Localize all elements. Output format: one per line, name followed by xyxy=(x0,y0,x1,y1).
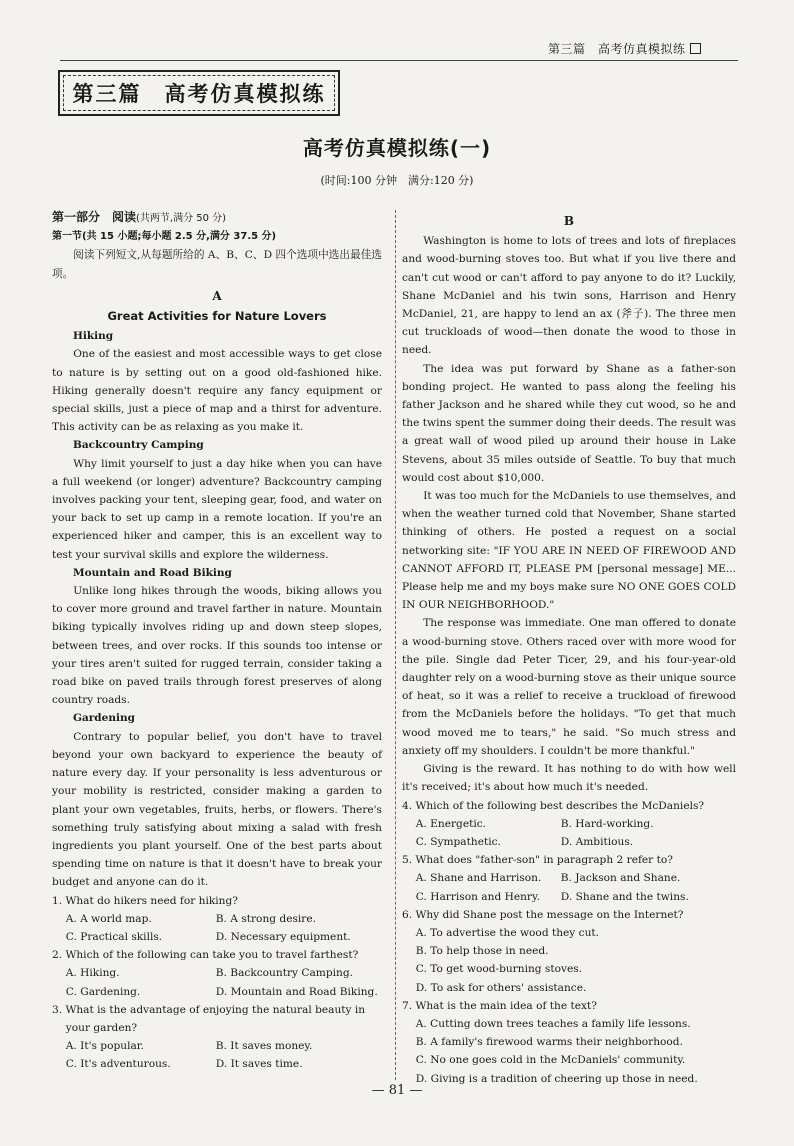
option-a[interactable]: A. It's popular. xyxy=(65,1040,145,1053)
passage-a-title: Great Activities for Nature Lovers xyxy=(107,309,327,324)
option-c[interactable]: C. To get wood-burning stoves. xyxy=(415,963,583,976)
question-stem: 2. Which of the following can take you to travel farthest? xyxy=(52,949,359,962)
running-head xyxy=(548,40,738,57)
section-heading-biking: Mountain and Road Biking xyxy=(73,566,232,579)
question-stem: 7. What is the main idea of the text? xyxy=(402,999,597,1012)
option-b[interactable]: B. It saves money. xyxy=(215,1040,313,1053)
question-3 xyxy=(52,1001,382,1074)
question-7 xyxy=(402,997,736,1088)
option-d[interactable]: D. It saves time. xyxy=(215,1058,303,1071)
part-note: (共两节,满分 50 分) xyxy=(136,213,227,224)
question-options xyxy=(52,964,382,1000)
option-c[interactable]: C. Sympathetic. xyxy=(415,835,501,848)
option-b[interactable]: B. A strong desire. xyxy=(215,912,316,925)
header-rule xyxy=(60,60,738,61)
column-divider xyxy=(395,210,396,1080)
paragraph: It was too much for the McDaniels to use themselves, and when the weather turned cold that November, Shane started thinking of others. He posted a request on a social networking site: "IF YOU ARE IN NEED OF FIREWOOD AND CANNOT AFFORD IT, PLEASE PM [personal message] ME... Please help me and my boys make sure NO ONE GOES COLD IN OUR NEIGHBORHOOD." xyxy=(402,490,736,612)
section-heading-hiking: Hiking xyxy=(73,330,114,343)
question-stem-cont: your garden? xyxy=(65,1021,138,1034)
option-d[interactable]: D. Shane and the twins. xyxy=(560,890,689,903)
option-d[interactable]: D. To ask for others' assistance. xyxy=(415,981,587,994)
paragraph: Why limit yourself to just a day hike when you can have a full weekend (or longer) adventure? Backcountry camping involves packing your tent, sleeping gear, food, and water on your back to set up camp in a remote location. If you're an experienced hiker and camper, this is an excellent way to test your survival skills and explore the wilderness. xyxy=(52,457,382,561)
paragraph: Unlike long hikes through the woods, biking allows you to cover more ground and travel farther in nature. Mountain biking typically involves riding up and down steep slopes, between trees, and over rocks. If this sounds too intense or your tires aren't suited for rugged terrain, consider taking a road bike on paved trails through forest preserves of along country roads. xyxy=(52,585,382,707)
passage-b-letter: B xyxy=(563,214,575,228)
option-d[interactable]: D. Ambitious. xyxy=(560,835,634,848)
right-column xyxy=(402,208,736,1088)
passage-a-letter: A xyxy=(212,288,222,303)
option-d[interactable]: D. Giving is a tradition of cheering up those in need. xyxy=(415,1072,698,1085)
question-options xyxy=(402,869,736,905)
section-heading-camping: Backcountry Camping xyxy=(73,439,204,452)
question-1 xyxy=(52,892,382,947)
option-b[interactable]: B. Jackson and Shane. xyxy=(560,872,681,885)
question-stem: 4. Which of the following best describes the McDaniels? xyxy=(402,799,705,812)
option-b[interactable]: B. Backcountry Camping. xyxy=(215,967,353,980)
running-head-text: 第三篇 高考仿真模拟练 xyxy=(548,42,686,56)
paragraph: Giving is the reward. It has nothing to do with how well it's received; it's about how much it's needed. xyxy=(402,763,736,794)
part-banner-text: 第三篇 高考仿真模拟练 xyxy=(63,75,335,111)
option-c[interactable]: C. It's adventurous. xyxy=(65,1058,171,1071)
page-number: — 81 — xyxy=(371,1083,423,1098)
option-a[interactable]: A. To advertise the wood they cut. xyxy=(415,926,600,939)
section-heading: 第一节(共 15 小题;每小题 2.5 分,满分 37.5 分) xyxy=(52,231,277,243)
question-options xyxy=(52,910,382,946)
option-b[interactable]: B. A family's firewood warms their neighborhood. xyxy=(415,1036,683,1049)
question-5 xyxy=(402,851,736,906)
question-stem: 3. What is the advantage of enjoying the natural beauty in xyxy=(52,1003,366,1016)
question-6 xyxy=(402,906,736,997)
paragraph: One of the easiest and most accessible ways to get close to nature is by setting out on a good old-fashioned hike. Hiking generally doesn't require any fancy equipment or special skills, just a piece of map and a thirst for adventure. This activity can be as relaxing as you make it. xyxy=(52,348,382,434)
option-a[interactable]: A. A world map. xyxy=(65,912,152,925)
exam-title: 高考仿真模拟练(一) xyxy=(302,136,492,160)
option-a[interactable]: A. Hiking. xyxy=(65,967,120,980)
part-banner xyxy=(58,70,340,116)
question-2 xyxy=(52,946,382,1001)
option-d[interactable]: D. Necessary equipment. xyxy=(215,930,351,943)
instruction: 阅读下列短文,从每题所给的 A、B、C、D 四个选项中选出最佳选项。 xyxy=(52,249,382,280)
section-heading-gardening: Gardening xyxy=(73,712,135,725)
paragraph: The idea was put forward by Shane as a father-son bonding project. He wanted to pass along the feeling his father Jackson and he shared while they cut wood, so he and the twins spent the summer doing their deeds. The result was a great wall of wood piled up around their house in Lake Stevens, about 35 miles outside of Seattle. To buy that much would cost about $10,000. xyxy=(402,362,736,484)
part-heading xyxy=(52,208,382,228)
option-d[interactable]: D. Mountain and Road Biking. xyxy=(215,985,378,998)
question-options xyxy=(52,1037,382,1073)
option-c[interactable]: C. Practical skills. xyxy=(65,930,163,943)
option-a[interactable]: A. Energetic. xyxy=(415,817,487,830)
question-stem: 6. Why did Shane post the message on the Internet? xyxy=(402,908,684,921)
square-mark-icon xyxy=(690,43,701,54)
left-column xyxy=(52,208,382,1074)
option-a[interactable]: A. Shane and Harrison. xyxy=(415,872,542,885)
option-c[interactable]: C. Gardening. xyxy=(65,985,141,998)
question-stem: 5. What does "father-son" in paragraph 2 refer to? xyxy=(402,854,673,867)
paragraph: The response was immediate. One man offered to donate a wood-burning stove. Others raced over with more wood for the pile. Single dad Peter Ticer, 29, and his four-year-old daughter rely on a wood-burning stove as their unique source of heat, so it was a relief to receive a truckload of firewood from the McDaniels before the holidays. "To get that much wood moved me to tears," he said. "So much stress and anxiety off my shoulders. I couldn't be more thankful." xyxy=(402,617,736,757)
option-c[interactable]: C. No one goes cold in the McDaniels' community. xyxy=(415,1054,686,1067)
option-b[interactable]: B. To help those in need. xyxy=(415,945,549,958)
option-b[interactable]: B. Hard-working. xyxy=(560,817,654,830)
paragraph: Washington is home to lots of trees and lots of fireplaces and wood-burning stoves too. But what if you live there and can't cut wood or can't afford to pay anyone to do it? Luckily, Shane McDaniel and his twin sons, Harrison and Henry McDaniel, 21, are happy to lend an ax (斧子). The three men cut truckloads of wood—then donate the wood to those in need. xyxy=(402,235,736,357)
option-c[interactable]: C. Harrison and Henry. xyxy=(415,890,540,903)
question-stem: 1. What do hikers need for hiking? xyxy=(52,894,238,907)
option-a[interactable]: A. Cutting down trees teaches a family life lessons. xyxy=(415,1017,691,1030)
question-4 xyxy=(402,797,736,852)
paragraph: Contrary to popular belief, you don't have to travel beyond your own backyard to experience the beauty of nature every day. If your personality is less adventurous or your mobility is restricted, consider making a garden to plant your own vegetables, fruits, herbs, or flowers. There's something truly satisfying about mixing a salad with fresh ingredients you plant yourself. One of the best parts about spending time on nature is that it doesn't have to break your budget and anyone can do it. xyxy=(52,730,382,889)
exam-meta: (时间:100 分钟 满分:120 分) xyxy=(320,174,474,187)
question-options xyxy=(402,815,736,851)
part-title: 第一部分 阅读 xyxy=(52,210,137,224)
